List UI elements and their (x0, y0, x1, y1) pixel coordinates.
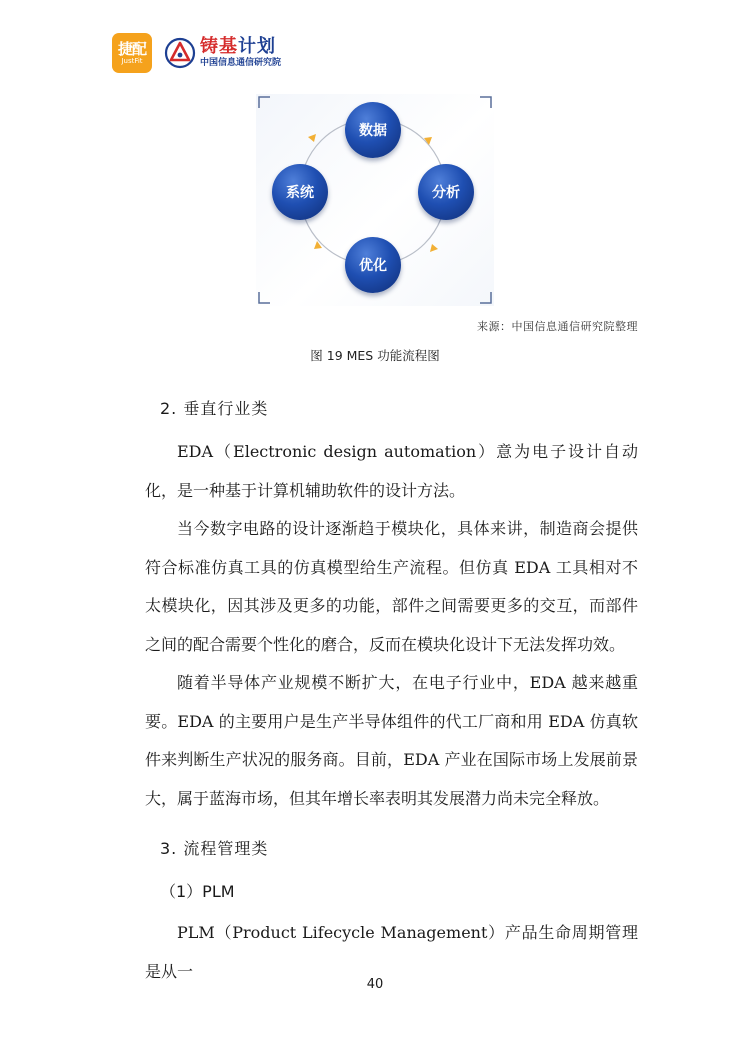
justfit-logo (112, 33, 152, 73)
zhuji-title (200, 37, 281, 57)
paragraph-plm: PLM（Product Lifecycle Management）产品生命周期管理是从一 (145, 923, 638, 981)
section-heading-2: 2. 垂直行业类 (160, 399, 269, 418)
arrow-icon (308, 134, 316, 142)
section-heading-3: 3. 流程管理类 (160, 839, 269, 858)
mes-flow-figure (256, 94, 494, 306)
header-logos (112, 30, 281, 76)
zhuji-title-a: 铸基 (200, 36, 238, 57)
node-data: 数据 (345, 102, 401, 158)
node-optimize: 优化 (345, 237, 401, 293)
paragraph-eda-market: 随着半导体产业规模不断扩大，在电子行业中，EDA 越来越重要。EDA 的主要用户是生产半导体组件的代工厂商和用 EDA 仿真软件来判断生产状况的服务商。目前，EDA 产业在国际市场上发展前景大，属于蓝海市场，但其年增长率表明其发展潜力尚未完全释放。 (145, 673, 638, 808)
figure-caption: 图 19 MES 功能流程图 (310, 348, 440, 363)
zhuji-title-b: 计划 (238, 36, 276, 57)
paragraph-eda-definition: EDA（Electronic design automation）意为电子设计自动化，是一种基于计算机辅助软件的设计方法。 (145, 442, 638, 500)
justfit-logo-cn: 捷配 (117, 39, 146, 58)
figure-source-note: 来源：中国信息通信研究院整理 (477, 320, 638, 333)
zhuji-text (200, 37, 281, 69)
body-text-block (145, 433, 638, 818)
paragraph-modularization: 当今数字电路的设计逐渐趋于模块化，具体来讲，制造商会提供符合标准仿真工具的仿真模型给生产流程。但仿真 EDA 工具相对不太模块化，因其涉及更多的功能，部件之间需要更多的交互，而部件之间的配合需要个性化的磨合，反而在模块化设计下无法发挥功效。 (145, 519, 638, 654)
node-system: 系统 (272, 164, 328, 220)
node-analysis: 分析 (418, 164, 474, 220)
zhuji-logo (164, 37, 281, 69)
arrow-icon (430, 244, 438, 252)
justfit-logo-en: JustFit (121, 56, 143, 65)
zhuji-subtitle: 中国信息通信研究院 (200, 58, 282, 68)
page-number: 40 (366, 977, 384, 992)
zhuji-mark-icon (164, 37, 196, 69)
subsection-plm: （1）PLM (160, 882, 235, 901)
